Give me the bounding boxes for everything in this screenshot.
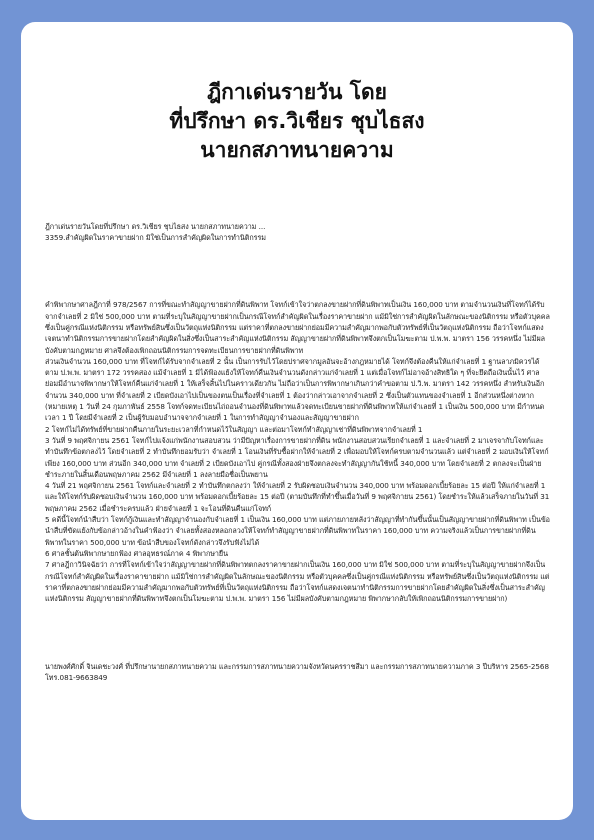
author-footer: นายพงศ์ศักดิ์ จินเดชะวงศ์ ที่ปรึกษานายกสภาทนายความ และกรรมการสภาทนายความจังหวัดนครราชสีมา และกรรมการสภาทนายความภาค 3 ปีบริหาร 2565-2568 โทร.081-9663849: [45, 661, 552, 682]
case-content: คำพิพากษาศาลฎีกาที่ 978/2567 การที่ขณะทำสัญญาขายฝากที่ดินพิพาท โจทก์เข้าใจว่าตกลงขายฝากที่ดินพิพาทเป็นเงิน 160,000 บาท ตามจำนวนเงินที่โจทก์ได้รับจากจำเลยที่ 2 มิใช่ 500,000 บาท ตามที่ระบุในสัญญาขายฝากเป็นกรณีโจทก์สำคัญผิดในเรื่องราคาขายฝาก แม้มิใช่การสำคัญผิดในลักษณะของนิติกรรม หรือตัวบุคคลซึ่งเป็นคู่กรณีแห่งนิติกรรม หรือทรัพย์สินซึ่งเป็นวัตถุแห่งนิติกรรม แต่ราคาที่ตกลงขายฝากย่อมมีความสำคัญมากพอกับตัวทรัพย์ที่เป็นวัตถุแห่งนิติกรรม ถือว่าโจทก์แสดงเจตนาทำนิติกรรมการขายฝากโดยสำคัญผิดในสิ่งซึ่งเป็นสาระสำคัญแห่งนิติกรรม สัญญาขายฝากที่ดินพิพาทจึงตกเป็นโมฆะตาม ป.พ.พ. มาตรา 156 วรรคหนึ่ง ไม่มีผลบังคับตามกฎหมาย ศาลจึงต้องเพิกถอนนิติกรรมการจดทะเบียนการขายฝากที่ดินพิพาท ส่วนเงินจำนวน 160,000 บาท ที่โจทก์ได้รับจากจำเลยที่ 2 นั้น เป็นการรับไว้โดยปราศจากมูลอันจะอ้างกฎหมายได้ โจทก์จึงต้องคืนให้แก่จำเลยที่ 1 ฐานลาภมิควรได้ตาม ป.พ.พ. มาตรา 172 วรรคสอง แม้จำเลยที่ 1 มิได้ฟ้องแย้งให้โจทก์คืนเงินจำนวนดังกล่าวแก่จำเลยที่ 1 แต่เมื่อโจทก์ไม่อาจอ้างสิทธิใด ๆ ที่จะยึดถือเงินนั้นไว้ ศาลย่อมมีอำนาจพิพากษาให้โจทก์คืนแก่จำเลยที่ 1 ให้เสร็จสิ้นไปในคราวเดียวกัน ไม่ถือว่าเป็นการพิพากษาเกินกว่าคำขอตาม ป.วิ.พ. มาตรา 142 วรรคหนึ่ง สำหรับเงินอีกจำนวน 340,000 บาท ที่จำเลยที่ 2 เบียดบังเอาไปเป็นของตนเป็นเรื่องที่จำเลยที่ 1 ต้องว่ากล่าวเอาจากจำเลยที่ 2 ซึ่งเป็นตัวแทนของจำเลยที่ 1 อีกส่วนหนึ่งต่างหาก (หมายเหตุ 1 วันที่ 24 กุมภาพันธ์ 2558 โจทก์จดทะเบียนไถ่ถอนจำนองที่ดินพิพาทแล้วจดทะเบียนขายฝากที่ดินพิพาทให้แก่จำเลยที่ 1 เป็นเงิน 500,000 บาท มีกำหนดเวลา 1 ปี โดยมีจำเลยที่ 2 เป็นผู้รับมอบอำนาจจากจำเลยที่ 1 ในการทำสัญญาจำนองและสัญญาขายฝาก 2 โจทก์ไม่ได้ทรัพย์ที่ขายฝากคืนภายในระยะเวลาที่กำหนดไว้ในสัญญา และต่อมาโจทก์ทำสัญญาเช่าที่ดินพิพาทจากจำเลยที่ 1 3 วันที่ 9 พฤศจิกายน 2561 โจทก์ไปแจ้งแก่พนักงานสอบสวน ว่ามีปัญหาเรื่องการขายฝากที่ดิน พนักงานสอบสวนเรียกจำเลยที่ 1 และจำเลยที่ 2 มาเจรจากับโจทก์และทำบันทึกข้อตกลงไว้ โดยจำเลยที่ 2 ทำบันทึกยอมรับว่า จำเลยที่ 1 โอนเงินที่รับซื้อฝากให้จำเลยที่ 2 เพื่อมอบให้โจทก์ครบตามจำนวนแล้ว แต่จำเลยที่ 2 มอบเงินให้โจทก์เพียง 160,000 บาท ส่วนอีก 340,000 บาท จำเลยที่ 2 เบียดบังเอาไป คู่กรณีทั้งสองฝ่ายจึงตกลงจะทำสัญญากันใช้หนี้ 340,000 บาท โดยจำเลยที่ 2 ตกลงจะเป็นฝ่ายชำระภายในสิ้นเดือนพฤษภาคม 2562 มีจำเลยที่ 1 ลงลายมือชื่อเป็นพยาน 4 วันที่ 21 พฤศจิกายน 2561 โจทก์และจำเลยที่ 2 ทำบันทึกตกลงว่า ให้จำเลยที่ 2 รับผิดชอบเงินจำนวน 340,000 บาท พร้อมดอกเบี้ยร้อยละ 15 ต่อปี ให้แก่จำเลยที่ 1 และให้โจทก์รับผิดชอบเงินจำนวน 160,000 บาท พร้อมดอกเบี้ยร้อยละ 15 ต่อปี (ตามบันทึกที่ทำขึ้นเมื่อวันที่ 9 พฤศจิกายน 2561) โดยชำระให้แล้วเสร็จภายในวันที่ 31 พฤษภาคม 2562 เมื่อชำระครบแล้ว ฝ่ายจำเลยที่ 1 จะโอนที่ดินคืนแก่โจทก์ 5 คดีนี้โจทก์นำสืบว่า โจทก์กู้เงินและทำสัญญาจำนองกับจำเลยที่ 1 เป็นเงิน 160,000 บาท แต่ภายภายหลังว่าสัญญาที่ทำกันขึ้นนั้นเป็นสัญญาขายฝากที่ดินพิพาท เป็นข้อนำสืบที่ขัดแย้งกับข้อกล่าวอ้างในคำฟ้องว่า จำเลยทั้งสองหลอกลวงให้โจทก์ทำสัญญาขายฝากที่ดินพิพาทในราคา 160,000 บาท ความจริงแล้วเป็นการขายฝากที่ดินพิพาทในราคา 500,000 บาท ข้อนำสืบของโจทก์ดังกล่าวจึงรับฟังไม่ได้ 6 ศาลชั้นต้นพิพากษายกฟ้อง ศาลอุทธรณ์ภาค 4 พิพากษายืน 7 ศาลฎีกาวินิจฉัยว่า การที่โจทก์เข้าใจว่าสัญญาขายฝากที่ดินพิพาทตกลงราคาขายฝากเป็นเงิน 160,000 บาท มิใช่ 500,000 บาท ตามที่ระบุในสัญญาขายฝากจึงเป็นกรณีโจทก์สำคัญผิดในเรื่องราคาขายฝาก แม้มิใช่การสำคัญผิดในลักษณะของนิติกรรม หรือตัวบุคคลซึ่งเป็นคู่กรณีแห่งนิติกรรม หรือทรัพย์สินซึ่งเป็นวัตถุแห่งนิติกรรม แต่ราคาที่ตกลงขายฝากย่อมมีความสำคัญมากพอกับตัวทรัพย์ที่เป็นวัตถุแห่งนิติกรรม ถือว่าโจทก์แสดงเจตนาทำนิติกรรมการขายฝากโดยสำคัญผิดในสิ่งซึ่งเป็นสาระสำคัญแห่งนิติกรรม สัญญาขายฝากที่ดินพิพาทจึงตกเป็นโมฆะตาม ป.พ.พ. มาตรา 156 ไม่มีผลบังคับตามกฎหมาย พิพากษากลับให้เพิกถอนนิติกรรมการขายฝาก): [45, 300, 550, 604]
document-card: [21, 22, 573, 820]
page-title: [21, 78, 573, 165]
title-line-1: ฎีกาเด่นรายวัน โดย: [207, 80, 387, 104]
spacer: [45, 627, 551, 638]
intro-text: ฎีกาเด่นรายวันโดยที่ปรึกษา ดร.วิเชียร ชุบไธสง นายกสภาทนายความ ... 3359.สำคัญผิดในราคาขายฝาก มิใช่เป็นการสำคัญผิดในการทำนิติกรรม: [45, 221, 266, 242]
title-line-2: ที่ปรึกษา ดร.วิเชียร ชุบไธสง: [169, 109, 425, 133]
document-body: [45, 198, 551, 706]
title-line-3: นายกสภาทนายความ: [200, 138, 394, 162]
spacer: [45, 266, 551, 277]
